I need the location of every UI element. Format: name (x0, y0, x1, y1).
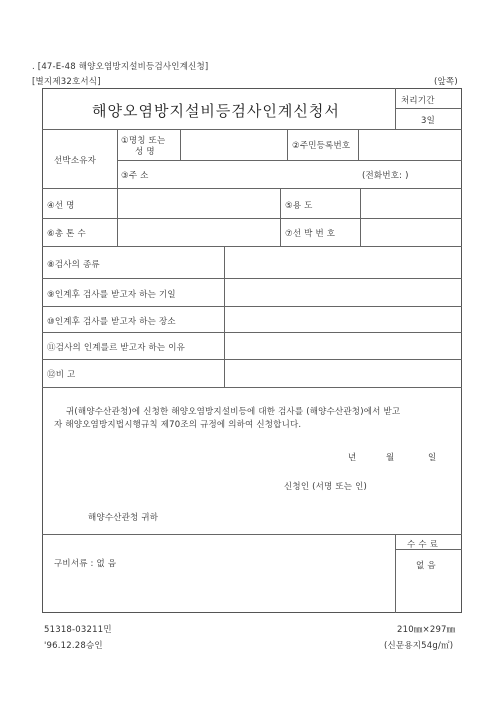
divider (117, 129, 118, 246)
divider (395, 88, 396, 129)
divider (42, 387, 462, 388)
address-label: ③주 소 (121, 171, 149, 181)
form-title: 해양오염방지설비등검사인계신청서 (92, 102, 340, 120)
date-month: 월 (386, 453, 395, 463)
after-transfer-place-label: ⑩인계후 검사를 받고자 하는 장소 (47, 317, 176, 327)
paper-type: (신문용지54g/㎡) (384, 641, 454, 651)
ship-use-label: ⑤용 도 (285, 201, 313, 211)
divider (42, 306, 462, 307)
tonnage-label: ⑥총 톤 수 (47, 229, 86, 239)
attachment-label: [별지제32호서식] (32, 77, 101, 87)
divider (395, 534, 396, 613)
divider (42, 534, 462, 535)
name-label-line2: 성 명 (135, 147, 155, 157)
divider (42, 246, 462, 247)
required-documents: 구비서류 : 없 음 (54, 559, 117, 569)
fee-value: 없 음 (416, 561, 436, 571)
processing-period-label: 처리기간 (401, 96, 435, 106)
divider (358, 129, 359, 160)
divider (42, 359, 462, 360)
ship-name-label: ④선 명 (47, 201, 75, 211)
statement-line-1: 귀(해양수산관청)에 신청한 해양오염방지설비등에 대한 검사를 (해양수산관청)에서 받고 (66, 407, 401, 417)
divider (42, 332, 462, 333)
form-number: 51318-03211민 (44, 625, 112, 635)
transfer-reason-label: ⑪검사의 인계를르 받고자 하는 이유 (47, 343, 186, 353)
name-label: ①명칭 또는 (121, 136, 166, 146)
addressee: 해양수산관청 귀하 (88, 513, 159, 523)
divider (42, 129, 462, 130)
divider (42, 218, 462, 219)
applicant-signature: 신청인 (서명 또는 인) (284, 482, 368, 492)
divider (360, 188, 361, 246)
page-side-label: (앞쪽) (434, 77, 458, 87)
divider (395, 108, 462, 109)
divider (117, 160, 462, 161)
processing-period-value: 3일 (421, 116, 436, 126)
divider (287, 129, 288, 160)
inspection-type-label: ⑧검사의 종류 (47, 260, 100, 270)
divider (42, 278, 462, 279)
divider (280, 188, 281, 246)
statement-line-2: 자 해양오염방지법시행규칙 제70조의 규정에 의하여 신청합니다. (54, 420, 302, 430)
date-year: 년 (348, 453, 357, 463)
after-transfer-date-label: ⑨인계후 검사를 받고자 하는 기일 (47, 290, 176, 300)
divider (180, 129, 181, 160)
ship-number-label: ⑦선 박 번 호 (285, 229, 336, 239)
phone-label: (전화번호: ) (362, 171, 409, 181)
paper-size: 210㎜×297㎜ (397, 625, 456, 635)
form-code: . [47-E-48 해양오염방지설비등검사인계신청] (32, 62, 209, 72)
divider (224, 246, 225, 387)
resident-number-label: ②주민등록번호 (292, 141, 351, 151)
divider (42, 188, 462, 189)
fee-label: 수 수 료 (407, 540, 439, 550)
approval-date: '96.12.28승인 (44, 641, 103, 651)
owner-label: 선박소유자 (54, 156, 97, 166)
remarks-label: ⑫비 고 (47, 370, 76, 380)
date-day: 일 (428, 453, 437, 463)
